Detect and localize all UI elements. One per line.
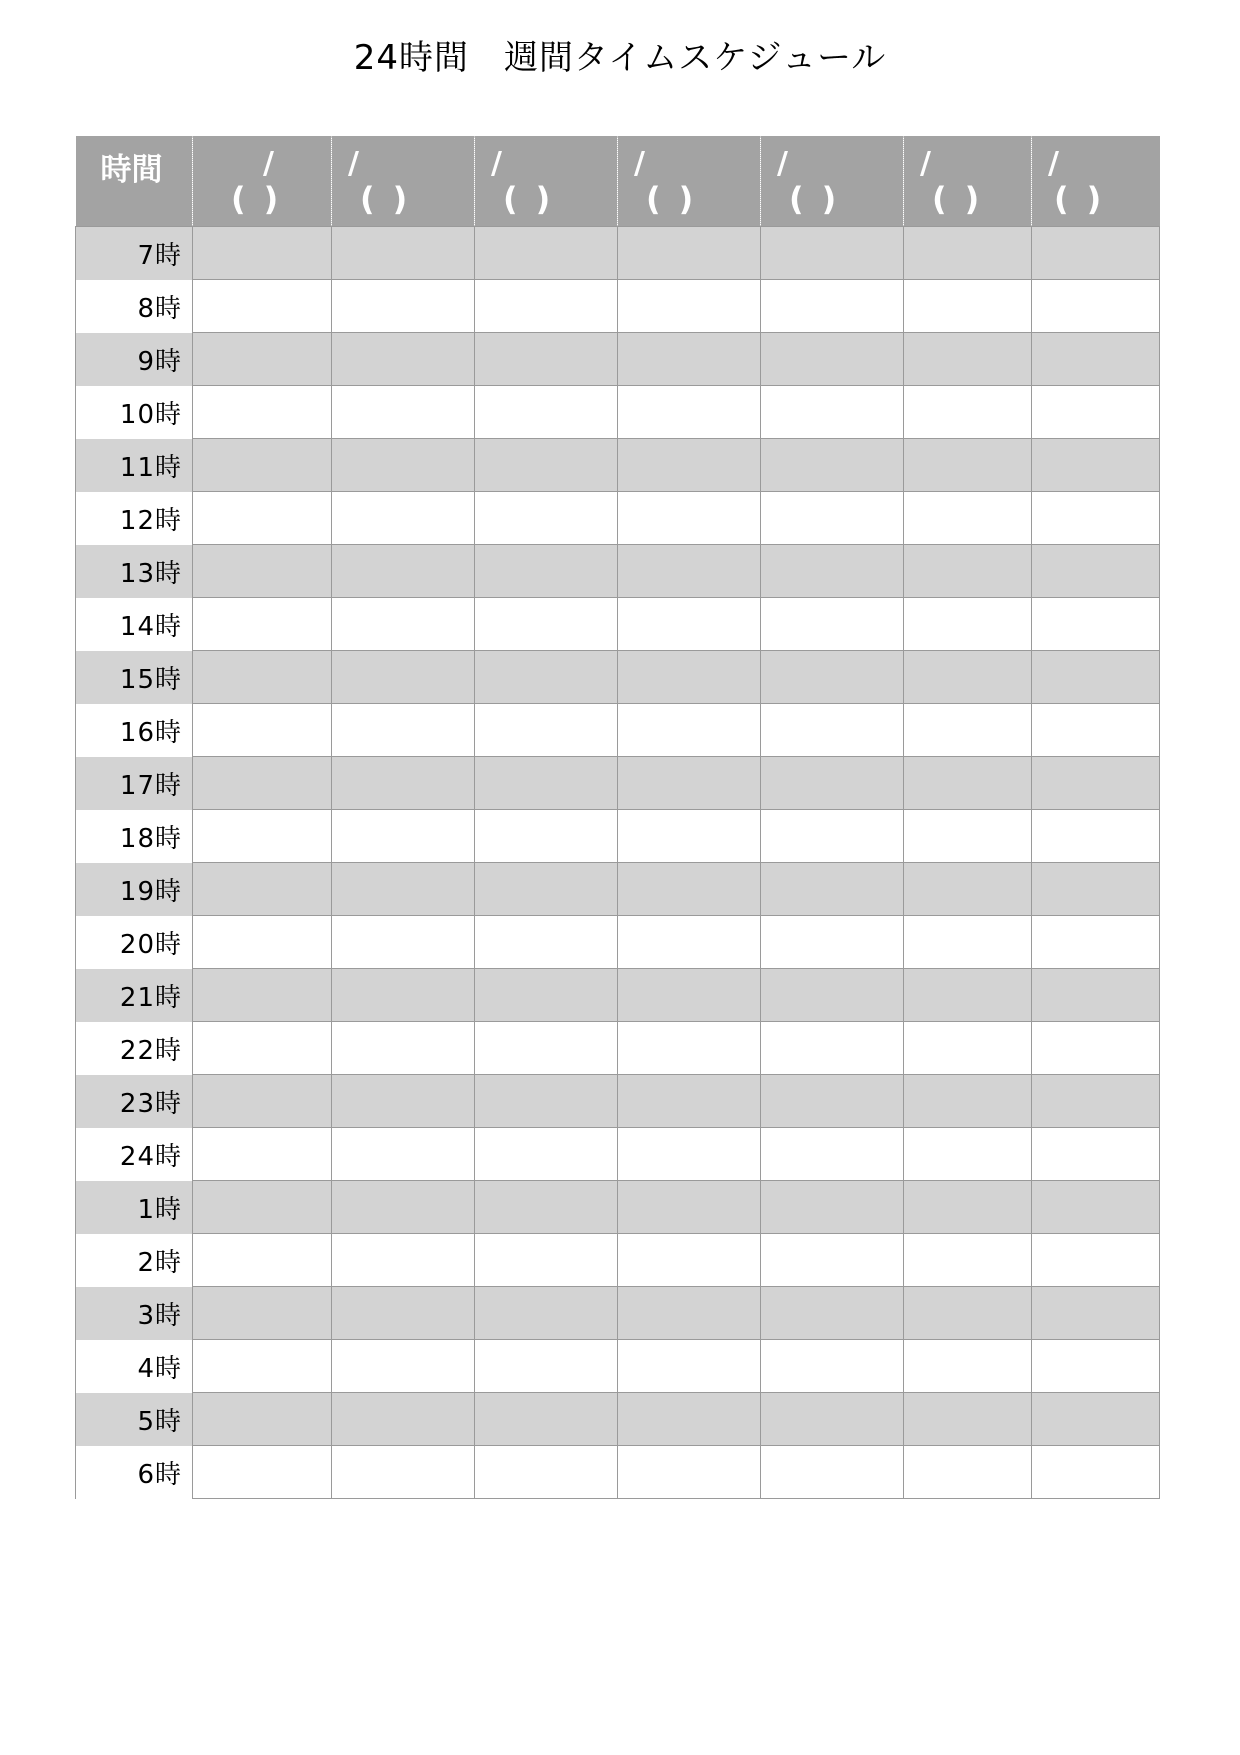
day-header-3	[475, 136, 618, 227]
schedule-cell[interactable]	[332, 439, 475, 492]
date-slash: /	[348, 146, 359, 181]
paren-close: )	[821, 180, 855, 218]
schedule-cell[interactable]	[332, 1446, 475, 1499]
schedule-cell[interactable]	[904, 545, 1032, 598]
weekly-schedule-table	[75, 136, 1160, 1499]
hour-row	[76, 227, 1160, 280]
schedule-cell[interactable]	[193, 598, 332, 651]
paren-close: )	[535, 180, 569, 218]
paren-open: (	[360, 180, 393, 218]
hour-row	[76, 916, 1160, 969]
schedule-cell[interactable]	[332, 969, 475, 1022]
day-header-7	[1032, 136, 1160, 227]
schedule-cell[interactable]	[1032, 757, 1160, 810]
schedule-cell[interactable]	[475, 651, 618, 704]
paren-close: )	[1086, 180, 1120, 218]
hour-row	[76, 651, 1160, 704]
date-slash: /	[634, 146, 645, 181]
schedule-cell[interactable]	[904, 757, 1032, 810]
hour-row	[76, 1287, 1160, 1340]
schedule-cell[interactable]	[761, 863, 904, 916]
day-header-4	[618, 136, 761, 227]
hour-row	[76, 757, 1160, 810]
schedule-cell[interactable]	[332, 333, 475, 386]
weekday-parens	[360, 180, 425, 218]
schedule-cell[interactable]	[761, 598, 904, 651]
time-column-header: 時間	[76, 136, 193, 227]
schedule-cell[interactable]	[618, 810, 761, 863]
schedule-cell[interactable]	[475, 704, 618, 757]
schedule-cell[interactable]	[1032, 704, 1160, 757]
schedule-cell[interactable]	[1032, 1075, 1160, 1128]
schedule-cell[interactable]	[618, 227, 761, 280]
hour-label: 13時	[76, 545, 193, 598]
schedule-cell[interactable]	[761, 651, 904, 704]
schedule-cell[interactable]	[761, 280, 904, 333]
schedule-cell[interactable]	[761, 1234, 904, 1287]
schedule-cell[interactable]	[193, 439, 332, 492]
schedule-cell[interactable]	[332, 492, 475, 545]
schedule-cell[interactable]	[1032, 1234, 1160, 1287]
hour-row	[76, 386, 1160, 439]
schedule-cell[interactable]	[618, 1234, 761, 1287]
schedule-cell[interactable]	[1032, 810, 1160, 863]
schedule-cell[interactable]	[1032, 1181, 1160, 1234]
hour-row	[76, 545, 1160, 598]
schedule-cell[interactable]	[761, 810, 904, 863]
weekday-parens	[789, 180, 854, 218]
schedule-cell[interactable]	[475, 1393, 618, 1446]
schedule-cell[interactable]	[193, 1022, 332, 1075]
schedule-cell[interactable]	[193, 227, 332, 280]
schedule-cell[interactable]	[904, 1287, 1032, 1340]
schedule-cell[interactable]	[1032, 916, 1160, 969]
hour-row	[76, 1393, 1160, 1446]
hour-label: 19時	[76, 863, 193, 916]
hour-row	[76, 810, 1160, 863]
schedule-cell[interactable]	[332, 1075, 475, 1128]
schedule-cell[interactable]	[761, 1128, 904, 1181]
schedule-cell[interactable]	[618, 1340, 761, 1393]
schedule-cell[interactable]	[475, 333, 618, 386]
schedule-cell[interactable]	[193, 545, 332, 598]
hour-label: 17時	[76, 757, 193, 810]
schedule-cell[interactable]	[1032, 386, 1160, 439]
paren-open: (	[932, 180, 965, 218]
hour-label: 2時	[76, 1234, 193, 1287]
schedule-cell[interactable]	[618, 545, 761, 598]
weekday-parens	[1054, 180, 1119, 218]
schedule-cell[interactable]	[193, 1128, 332, 1181]
schedule-cell[interactable]	[332, 757, 475, 810]
schedule-cell[interactable]	[475, 1287, 618, 1340]
hour-label: 14時	[76, 598, 193, 651]
hour-row	[76, 439, 1160, 492]
schedule-cell[interactable]	[193, 1181, 332, 1234]
schedule-cell[interactable]	[618, 598, 761, 651]
schedule-cell[interactable]	[904, 598, 1032, 651]
schedule-cell[interactable]	[193, 704, 332, 757]
schedule-cell[interactable]	[761, 227, 904, 280]
schedule-cell[interactable]	[332, 1128, 475, 1181]
schedule-cell[interactable]	[761, 1446, 904, 1499]
hour-row	[76, 280, 1160, 333]
hour-label: 5時	[76, 1393, 193, 1446]
hour-label: 20時	[76, 916, 193, 969]
schedule-cell[interactable]	[475, 969, 618, 1022]
paren-open: (	[1054, 180, 1087, 218]
schedule-cell[interactable]	[1032, 598, 1160, 651]
schedule-cell[interactable]	[761, 1181, 904, 1234]
schedule-cell[interactable]	[475, 439, 618, 492]
hour-label: 4時	[76, 1340, 193, 1393]
schedule-cell[interactable]	[618, 1128, 761, 1181]
hour-row	[76, 1075, 1160, 1128]
schedule-cell[interactable]	[618, 916, 761, 969]
schedule-cell[interactable]	[475, 1446, 618, 1499]
schedule-cell[interactable]	[1032, 1446, 1160, 1499]
schedule-cell[interactable]	[904, 1181, 1032, 1234]
schedule-cell[interactable]	[618, 651, 761, 704]
schedule-cell[interactable]	[332, 598, 475, 651]
schedule-cell[interactable]	[1032, 1128, 1160, 1181]
hour-label: 6時	[76, 1446, 193, 1499]
schedule-cell[interactable]	[332, 651, 475, 704]
schedule-cell[interactable]	[904, 227, 1032, 280]
schedule-cell[interactable]	[332, 545, 475, 598]
schedule-cell[interactable]	[761, 1287, 904, 1340]
schedule-cell[interactable]	[475, 1234, 618, 1287]
schedule-cell[interactable]	[761, 386, 904, 439]
schedule-cell[interactable]	[332, 280, 475, 333]
day-header-1	[193, 136, 332, 227]
schedule-cell[interactable]	[904, 969, 1032, 1022]
schedule-cell[interactable]	[193, 1287, 332, 1340]
schedule-cell[interactable]	[475, 1075, 618, 1128]
schedule-cell[interactable]	[475, 492, 618, 545]
weekday-parens	[231, 180, 296, 218]
weekday-parens	[503, 180, 568, 218]
schedule-cell[interactable]	[193, 1234, 332, 1287]
schedule-cell[interactable]	[475, 757, 618, 810]
hour-row	[76, 863, 1160, 916]
schedule-cell[interactable]	[193, 810, 332, 863]
schedule-cell[interactable]	[761, 969, 904, 1022]
paren-open: (	[503, 180, 536, 218]
schedule-cell[interactable]	[475, 916, 618, 969]
hour-label: 11時	[76, 439, 193, 492]
paren-close: )	[678, 180, 712, 218]
schedule-cell[interactable]	[193, 757, 332, 810]
day-header-6	[904, 136, 1032, 227]
schedule-cell[interactable]	[193, 333, 332, 386]
schedule-cell[interactable]	[761, 1340, 904, 1393]
hour-label: 12時	[76, 492, 193, 545]
schedule-cell[interactable]	[332, 704, 475, 757]
schedule-cell[interactable]	[475, 1181, 618, 1234]
schedule-cell[interactable]	[618, 1075, 761, 1128]
schedule-cell[interactable]	[193, 1446, 332, 1499]
paren-close: )	[964, 180, 998, 218]
hour-label: 10時	[76, 386, 193, 439]
paren-open: (	[231, 180, 264, 218]
schedule-cell[interactable]	[761, 333, 904, 386]
hour-row	[76, 1234, 1160, 1287]
hour-label: 15時	[76, 651, 193, 704]
schedule-cell[interactable]	[193, 1075, 332, 1128]
hour-row	[76, 1022, 1160, 1075]
paren-close: )	[263, 180, 297, 218]
schedule-cell[interactable]	[332, 1340, 475, 1393]
hour-row	[76, 598, 1160, 651]
schedule-cell[interactable]	[1032, 863, 1160, 916]
schedule-cell[interactable]	[618, 1393, 761, 1446]
hour-row	[76, 1128, 1160, 1181]
hour-label: 8時	[76, 280, 193, 333]
schedule-cell[interactable]	[1032, 545, 1160, 598]
schedule-cell[interactable]	[761, 757, 904, 810]
schedule-cell[interactable]	[618, 969, 761, 1022]
hour-row	[76, 1340, 1160, 1393]
schedule-cell[interactable]	[332, 863, 475, 916]
hour-label: 1時	[76, 1181, 193, 1234]
schedule-cell[interactable]	[904, 386, 1032, 439]
schedule-cell[interactable]	[193, 651, 332, 704]
schedule-cell[interactable]	[1032, 1287, 1160, 1340]
hour-label: 7時	[76, 227, 193, 280]
schedule-cell[interactable]	[618, 333, 761, 386]
schedule-cell[interactable]	[332, 1234, 475, 1287]
schedule-cell[interactable]	[332, 1181, 475, 1234]
schedule-cell[interactable]	[193, 280, 332, 333]
schedule-cell[interactable]	[1032, 280, 1160, 333]
schedule-cell[interactable]	[475, 280, 618, 333]
schedule-cell[interactable]	[618, 492, 761, 545]
schedule-cell[interactable]	[475, 1022, 618, 1075]
hour-label: 9時	[76, 333, 193, 386]
schedule-cell[interactable]	[332, 227, 475, 280]
schedule-cell[interactable]	[904, 1446, 1032, 1499]
schedule-cell[interactable]	[1032, 1340, 1160, 1393]
schedule-cell[interactable]	[332, 1393, 475, 1446]
schedule-cell[interactable]	[332, 386, 475, 439]
schedule-cell[interactable]	[904, 1340, 1032, 1393]
schedule-cell[interactable]	[904, 1075, 1032, 1128]
schedule-cell[interactable]	[904, 810, 1032, 863]
schedule-cell[interactable]	[904, 704, 1032, 757]
hour-row	[76, 1446, 1160, 1499]
date-slash: /	[263, 146, 274, 181]
paren-open: (	[789, 180, 822, 218]
hour-row	[76, 333, 1160, 386]
schedule-cell[interactable]	[904, 1234, 1032, 1287]
date-slash: /	[777, 146, 788, 181]
schedule-body	[76, 227, 1160, 1499]
schedule-cell[interactable]	[761, 704, 904, 757]
schedule-cell[interactable]	[904, 333, 1032, 386]
schedule-cell[interactable]	[1032, 333, 1160, 386]
schedule-cell[interactable]	[618, 757, 761, 810]
schedule-cell[interactable]	[904, 1128, 1032, 1181]
schedule-cell[interactable]	[475, 1340, 618, 1393]
schedule-cell[interactable]	[761, 1022, 904, 1075]
schedule-cell[interactable]	[618, 1181, 761, 1234]
schedule-cell[interactable]	[193, 1393, 332, 1446]
hour-row	[76, 969, 1160, 1022]
schedule-cell[interactable]	[904, 863, 1032, 916]
schedule-cell[interactable]	[1032, 1022, 1160, 1075]
schedule-cell[interactable]	[904, 1393, 1032, 1446]
schedule-cell[interactable]	[1032, 1393, 1160, 1446]
date-slash: /	[920, 146, 931, 181]
schedule-cell[interactable]	[193, 386, 332, 439]
schedule-cell[interactable]	[332, 810, 475, 863]
hour-row	[76, 704, 1160, 757]
schedule-cell[interactable]	[618, 1022, 761, 1075]
weekday-parens	[646, 180, 711, 218]
schedule-cell[interactable]	[761, 545, 904, 598]
hour-label: 21時	[76, 969, 193, 1022]
schedule-cell[interactable]	[475, 386, 618, 439]
page-title: 24時間 週間タイムスケジュール	[353, 38, 887, 78]
paren-open: (	[646, 180, 679, 218]
schedule-cell[interactable]	[904, 916, 1032, 969]
schedule-cell[interactable]	[475, 227, 618, 280]
schedule-cell[interactable]	[475, 598, 618, 651]
hour-label: 3時	[76, 1287, 193, 1340]
date-slash: /	[491, 146, 502, 181]
schedule-cell[interactable]	[1032, 439, 1160, 492]
schedule-cell[interactable]	[332, 1022, 475, 1075]
schedule-cell[interactable]	[761, 916, 904, 969]
hour-label: 22時	[76, 1022, 193, 1075]
schedule-cell[interactable]	[193, 492, 332, 545]
schedule-cell[interactable]	[475, 810, 618, 863]
schedule-cell[interactable]	[193, 916, 332, 969]
schedule-cell[interactable]	[618, 1287, 761, 1340]
schedule-cell[interactable]	[761, 492, 904, 545]
schedule-cell[interactable]	[761, 439, 904, 492]
schedule-cell[interactable]	[193, 969, 332, 1022]
schedule-cell[interactable]	[475, 1128, 618, 1181]
schedule-cell[interactable]	[1032, 492, 1160, 545]
hour-label: 16時	[76, 704, 193, 757]
schedule-cell[interactable]	[761, 1075, 904, 1128]
schedule-cell[interactable]	[904, 492, 1032, 545]
schedule-cell[interactable]	[193, 1340, 332, 1393]
schedule-cell[interactable]	[618, 280, 761, 333]
schedule-cell[interactable]	[761, 1393, 904, 1446]
schedule-cell[interactable]	[618, 704, 761, 757]
schedule-cell[interactable]	[1032, 969, 1160, 1022]
schedule-cell[interactable]	[475, 545, 618, 598]
schedule-cell[interactable]	[618, 386, 761, 439]
weekday-parens	[932, 180, 997, 218]
schedule-cell[interactable]	[475, 863, 618, 916]
schedule-cell[interactable]	[904, 280, 1032, 333]
schedule-cell[interactable]	[332, 916, 475, 969]
day-header-5	[761, 136, 904, 227]
schedule-cell[interactable]	[332, 1287, 475, 1340]
hour-row	[76, 492, 1160, 545]
schedule-cell[interactable]	[904, 651, 1032, 704]
schedule-cell[interactable]	[904, 1022, 1032, 1075]
hour-label: 18時	[76, 810, 193, 863]
hour-label: 24時	[76, 1128, 193, 1181]
hour-row	[76, 1181, 1160, 1234]
schedule-cell[interactable]	[618, 863, 761, 916]
schedule-cell[interactable]	[618, 1446, 761, 1499]
date-slash: /	[1048, 146, 1059, 181]
paren-close: )	[392, 180, 426, 218]
schedule-cell[interactable]	[618, 439, 761, 492]
schedule-cell[interactable]	[1032, 651, 1160, 704]
header-row	[76, 136, 1160, 227]
schedule-cell[interactable]	[193, 863, 332, 916]
schedule-cell[interactable]	[1032, 227, 1160, 280]
schedule-cell[interactable]	[904, 439, 1032, 492]
day-header-2	[332, 136, 475, 227]
hour-label: 23時	[76, 1075, 193, 1128]
